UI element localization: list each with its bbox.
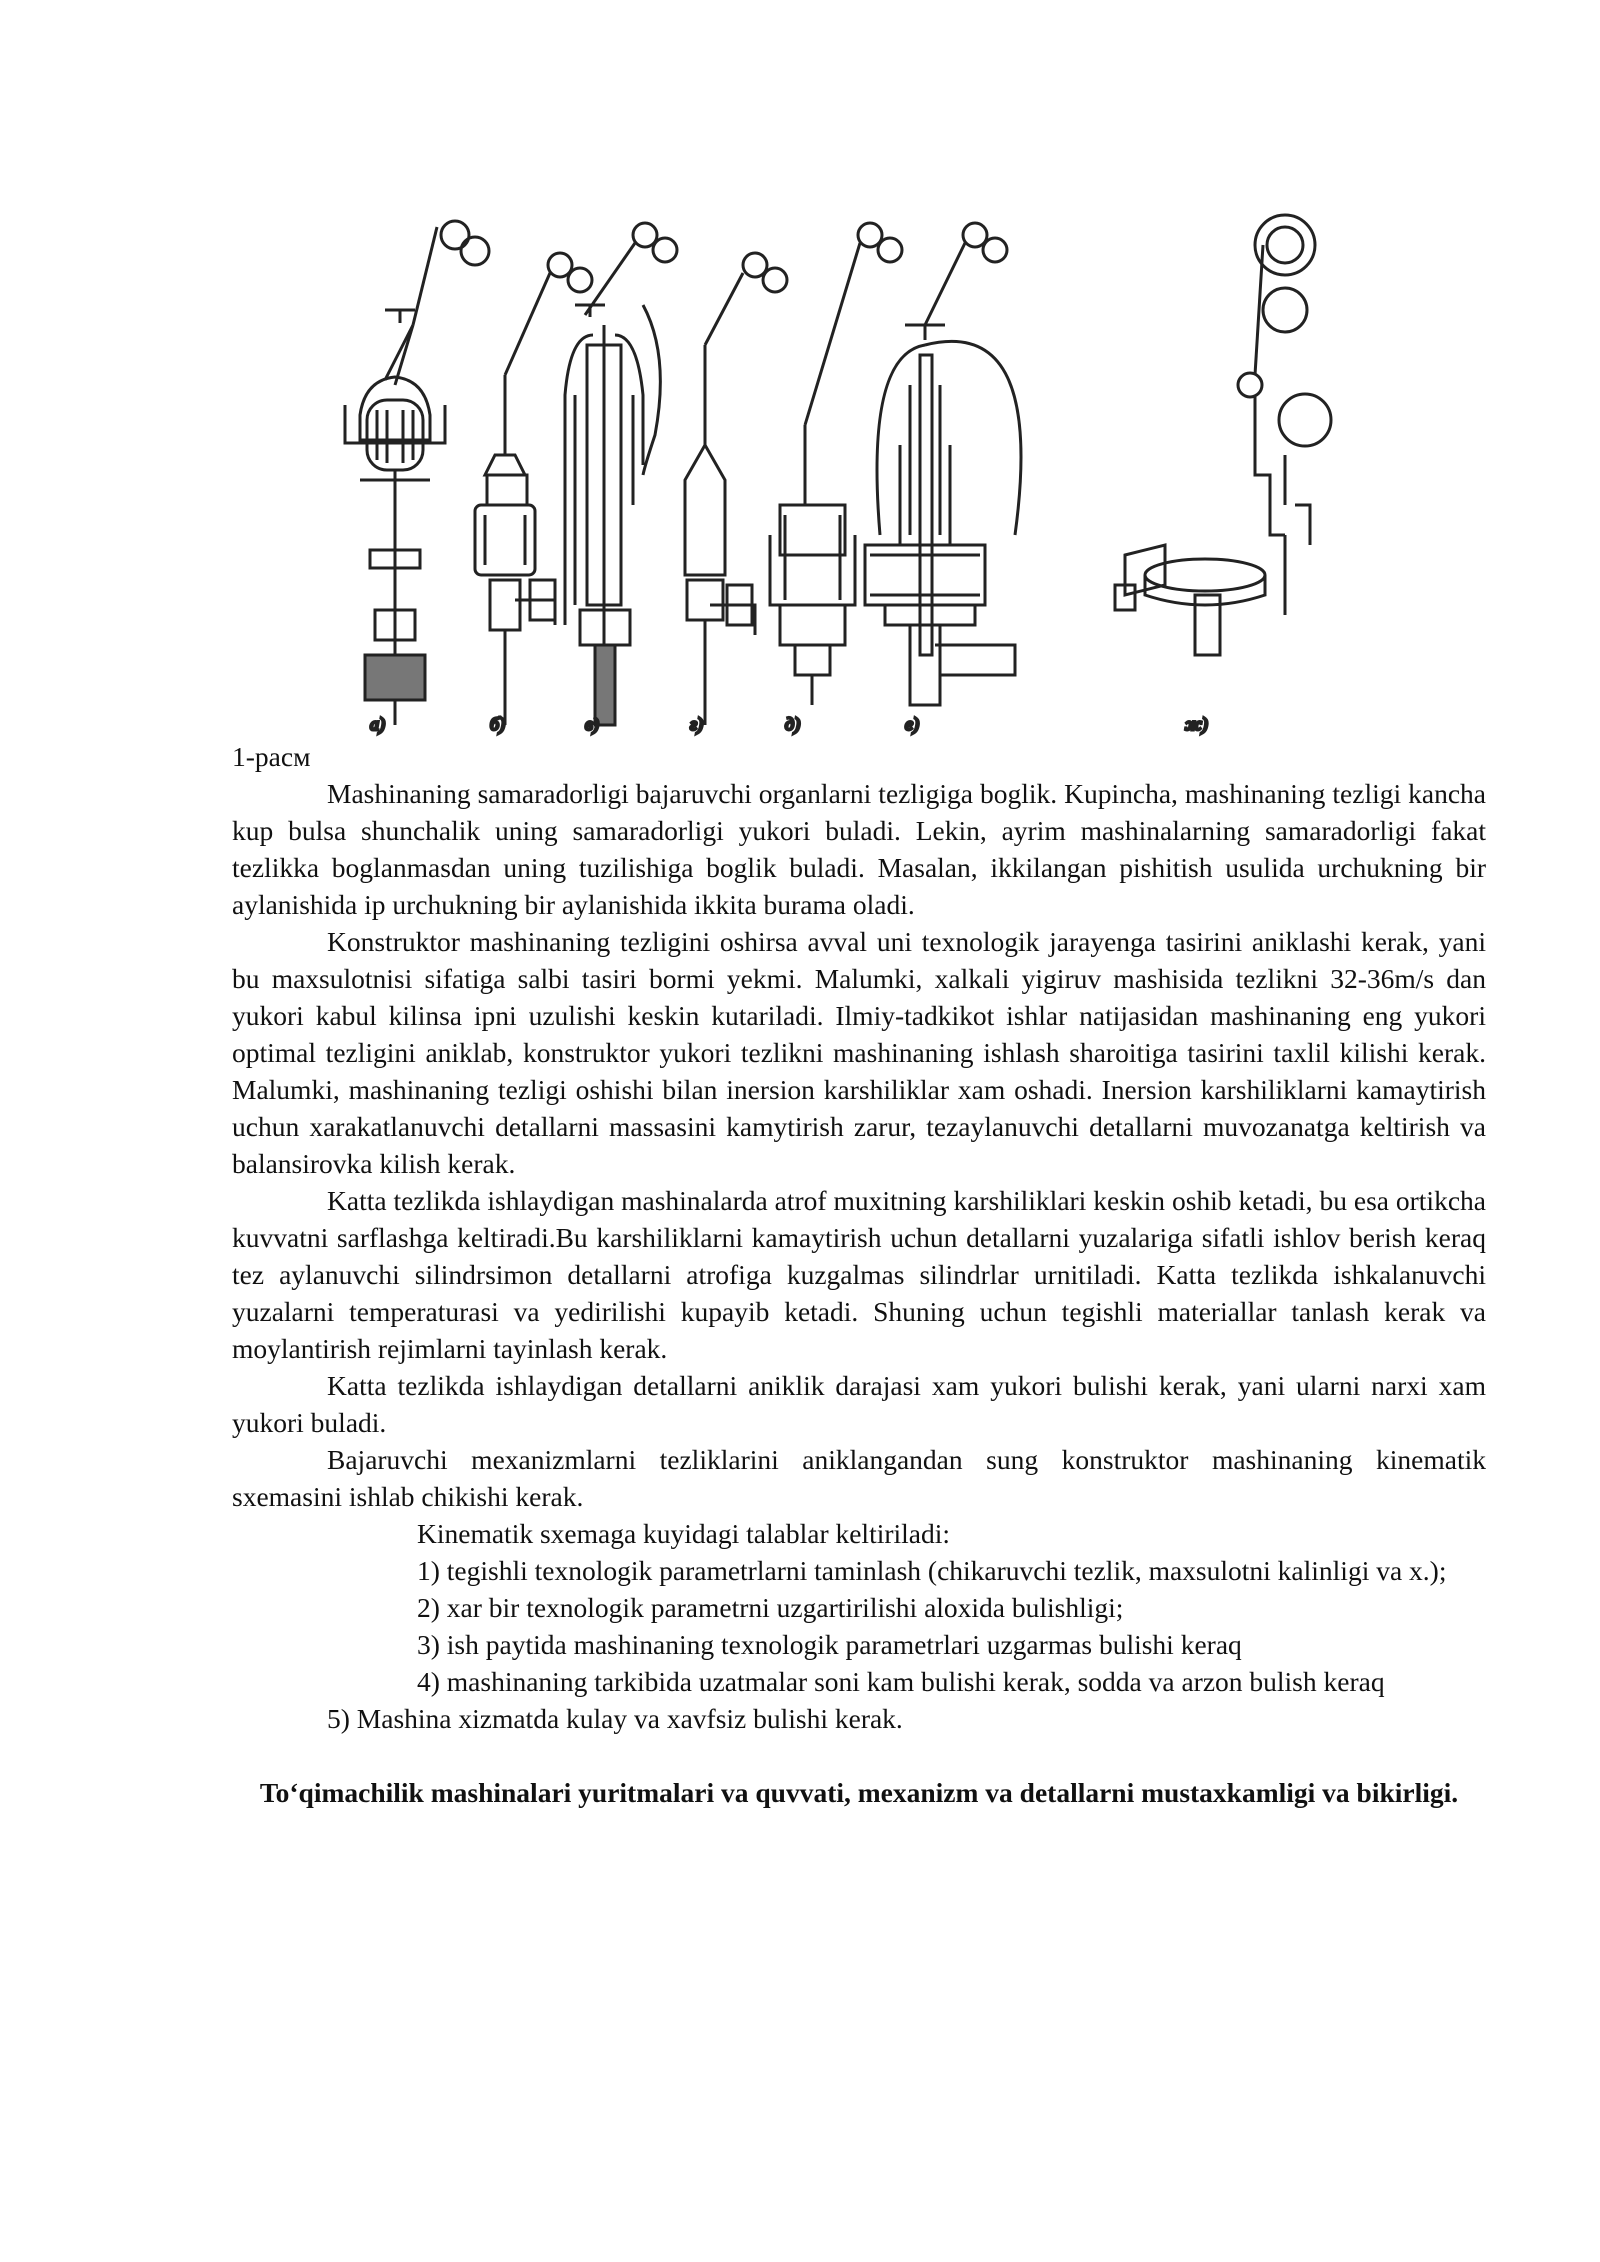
figure-label: е): [905, 714, 919, 734]
diagram-v: [565, 223, 677, 735]
figure-label: д): [785, 714, 801, 734]
figure-label: б): [490, 714, 506, 734]
list-item: 5) Mashina xizmatda kulay va xavfsiz bulishi kerak.: [327, 1703, 903, 1734]
spindle-diagrams-figure: [325, 205, 1385, 745]
diagram-e: [865, 223, 1021, 735]
diagram-d: [770, 223, 902, 735]
diagram-g: [685, 253, 787, 735]
figure-label: ж): [1185, 714, 1208, 734]
paragraph: Mashinaning samaradorligi bajaruvchi organlarni tezligiga boglik. Kupincha, mashinaning tezligi kancha kup bulsa shunchalik uning samaradorligi yukori buladi. Lekin, ayrim mashinalarning samaradorligi fakat tezlikka boglanmasdan uning tuzilishiga boglik buladi. Masalan, ikkilangan pishitish usulida urchukning bir aylanishida ip urchukning bir aylanishida ikkita burama oladi.: [232, 778, 1486, 920]
list-item: 1) tegishli texnologik parametrlarni taminlash (chikaruvchi tezlik, maxsulotni kalinligi va x.);: [417, 1555, 1447, 1586]
figure-label: г): [690, 714, 704, 734]
diagram-a: [345, 221, 489, 735]
section-heading: To‘qimachilik mashinalari yuritmalari va quvvati, mexanizm va detallarni mustaxkamligi va bikirligi.: [259, 1777, 1459, 1808]
figure-label: а): [370, 714, 385, 734]
document-body: [232, 738, 1486, 1811]
list-item: 4) mashinaning tarkibida uzatmalar soni kam bulishi kerak, sodda va arzon bulish keraq: [417, 1666, 1385, 1697]
list-item: 3) ish paytida mashinaning texnologik parametrlari uzgarmas bulishi keraq: [417, 1629, 1242, 1660]
diagram-zh: [1115, 215, 1331, 735]
paragraph: Bajaruvchi mexanizmlarni tezliklarini aniklangandan sung konstruktor mashinaning kinematik sxemasini ishlab chikishi kerak.: [232, 1444, 1486, 1512]
paragraph: Katta tezlikda ishlaydigan mashinalarda atrof muxitning karshiliklari keskin oshib ketadi, bu esa ortikcha kuvvatni sarflashga keltiradi.Bu karshiliklarni kamaytirish uchun detallarni yuzalariga sifatli ishlov berish keraq tez aylanuvchi silindrsimon detallarni atrofiga kuzgalmas silindrlar urnitiladi. Katta tezlikda ishkalanuvchi yuzalarni temperaturasi va yedirilishi kupayib ketadi. Shuning uchun tegishli materiallar tanlash kerak va moylantirish rejimlarni tayinlash kerak.: [232, 1185, 1486, 1364]
figure-caption: 1-расм: [232, 741, 311, 772]
figure-label: в): [585, 714, 599, 734]
list-intro: Kinematik sxemaga kuyidagi talablar keltiriladi:: [417, 1518, 951, 1549]
list-item: 2) xar bir texnologik parametrni uzgartirilishi aloxida bulishligi;: [417, 1592, 1124, 1623]
paragraph: Katta tezlikda ishlaydigan detallarni aniklik darajasi xam yukori bulishi kerak, yani ularni narxi xam yukori buladi.: [232, 1370, 1486, 1438]
paragraph: Konstruktor mashinaning tezligini oshirsa avval uni texnologik jarayenga tasirini aniklashi kerak, yani bu maxsulotnisi sifatiga salbi tasiri bormi yekmi. Malumki, xalkali yigiruv mashisida tezlikni 32-36m/s dan yukori kabul kilinsa ipni uzulishi keskin kutariladi. Ilmiy-tadkikot ishlar natijasidan mashinaning eng yukori optimal tezligini aniklab, konstruktor yukori tezlikni mashinaning ishlash sharoitiga tasirini taxlil kilishi kerak. Malumki, mashinaning tezligi oshishi bilan inersion karshiliklar xam oshadi. Inersion karshiliklarni kamaytirish uchun xarakatlanuvchi detallarni massasini kamytirish zarur, tezaylanuvchi detallarni muvozanatga keltirish va balansirovka kilish kerak.: [232, 926, 1486, 1179]
